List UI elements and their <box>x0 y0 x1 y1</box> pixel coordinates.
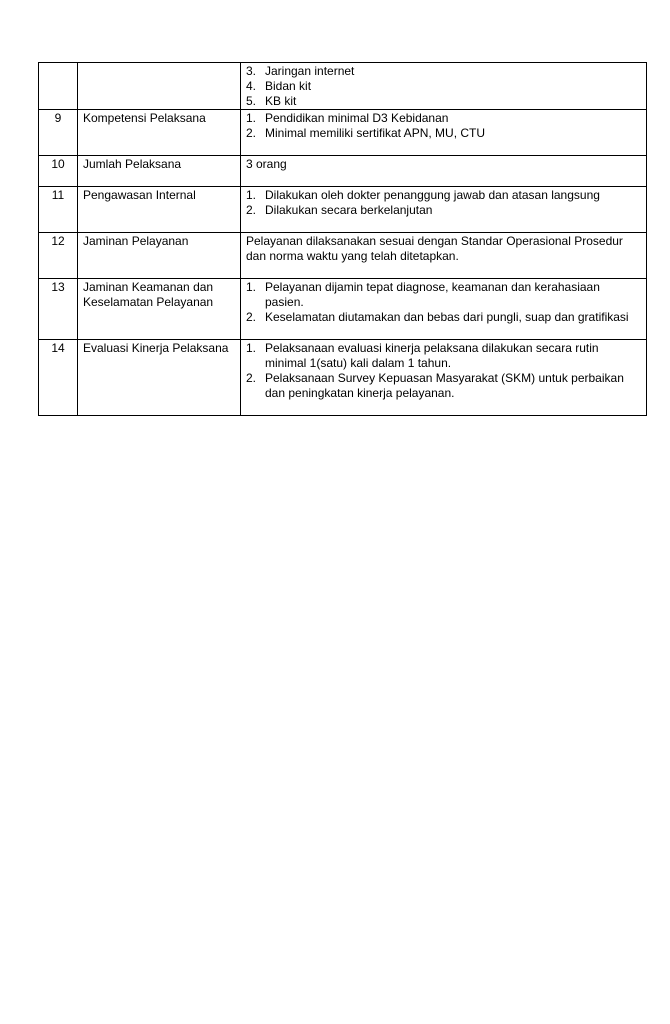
list-item-number: 4. <box>246 79 257 93</box>
list-item <box>246 64 641 79</box>
row-label: Jaminan Keamanan dan Keselamatan Pelayanan <box>78 279 241 340</box>
row-label: Evaluasi Kinerja Pelaksana <box>78 340 241 416</box>
list-item <box>246 310 641 325</box>
row-number: 9 <box>39 110 78 156</box>
list-item-text: Bidan kit <box>265 79 312 93</box>
list-item-number: 1. <box>246 188 257 202</box>
list-item <box>246 188 641 203</box>
list-item <box>246 371 641 401</box>
description-list <box>246 111 641 141</box>
row-label: Kompetensi Pelaksana <box>78 110 241 156</box>
list-item-text: Keselamatan diutamakan dan bebas dari pungli, suap dan gratifikasi <box>265 310 629 324</box>
list-item <box>246 203 641 218</box>
table-row <box>39 233 647 279</box>
row-description: Pelayanan dilaksanakan sesuai dengan Standar Operasional Prosedur dan norma waktu yang telah ditetapkan. <box>241 233 647 279</box>
row-label: Jaminan Pelayanan <box>78 233 241 279</box>
row-description: 3 orang <box>241 156 647 187</box>
list-item-number: 1. <box>246 111 257 125</box>
table-row <box>39 156 647 187</box>
row-label: Jumlah Pelaksana <box>78 156 241 187</box>
row-label <box>78 63 241 110</box>
row-number: 14 <box>39 340 78 416</box>
list-item-text: Pendidikan minimal D3 Kebidanan <box>265 111 449 125</box>
list-item <box>246 280 641 310</box>
list-item <box>246 111 641 126</box>
list-item <box>246 126 641 141</box>
list-item-number: 2. <box>246 310 257 324</box>
row-number: 10 <box>39 156 78 187</box>
description-list <box>246 64 641 109</box>
list-item-number: 5. <box>246 94 257 108</box>
list-item-number: 1. <box>246 341 257 355</box>
list-item-number: 2. <box>246 203 257 217</box>
list-item-text: Pelaksanaan evaluasi kinerja pelaksana dilakukan secara rutin minimal 1(satu) kali dalam 1 tahun. <box>265 341 599 370</box>
row-number: 13 <box>39 279 78 340</box>
row-description <box>241 110 647 156</box>
row-description <box>241 279 647 340</box>
table-row <box>39 187 647 233</box>
list-item-text: Jaringan internet <box>265 64 355 78</box>
description-list <box>246 188 641 218</box>
row-description <box>241 340 647 416</box>
row-number: 12 <box>39 233 78 279</box>
list-item-number: 1. <box>246 280 257 294</box>
list-item-text: KB kit <box>265 94 297 108</box>
list-item-text: Minimal memiliki sertifikat APN, MU, CTU <box>265 126 486 140</box>
list-item-text: Dilakukan oleh dokter penanggung jawab dan atasan langsung <box>265 188 600 202</box>
row-description <box>241 187 647 233</box>
list-item <box>246 79 641 94</box>
list-item-number: 2. <box>246 371 257 385</box>
list-item-text: Dilakukan secara berkelanjutan <box>265 203 433 217</box>
row-label: Pengawasan Internal <box>78 187 241 233</box>
list-item-number: 2. <box>246 126 257 140</box>
service-standard-table <box>38 62 647 416</box>
list-item-number: 3. <box>246 64 257 78</box>
list-item <box>246 341 641 371</box>
table-row <box>39 340 647 416</box>
description-list <box>246 341 641 401</box>
description-list <box>246 280 641 325</box>
row-description <box>241 63 647 110</box>
list-item <box>246 94 641 109</box>
list-item-text: Pelayanan dijamin tepat diagnose, keamanan dan kerahasiaan pasien. <box>265 280 600 309</box>
table-row <box>39 63 647 110</box>
row-number <box>39 63 78 110</box>
list-item-text: Pelaksanaan Survey Kepuasan Masyarakat (SKM) untuk perbaikan dan peningkatan kinerja pelayanan. <box>265 371 624 400</box>
table-row <box>39 279 647 340</box>
row-number: 11 <box>39 187 78 233</box>
table-row <box>39 110 647 156</box>
